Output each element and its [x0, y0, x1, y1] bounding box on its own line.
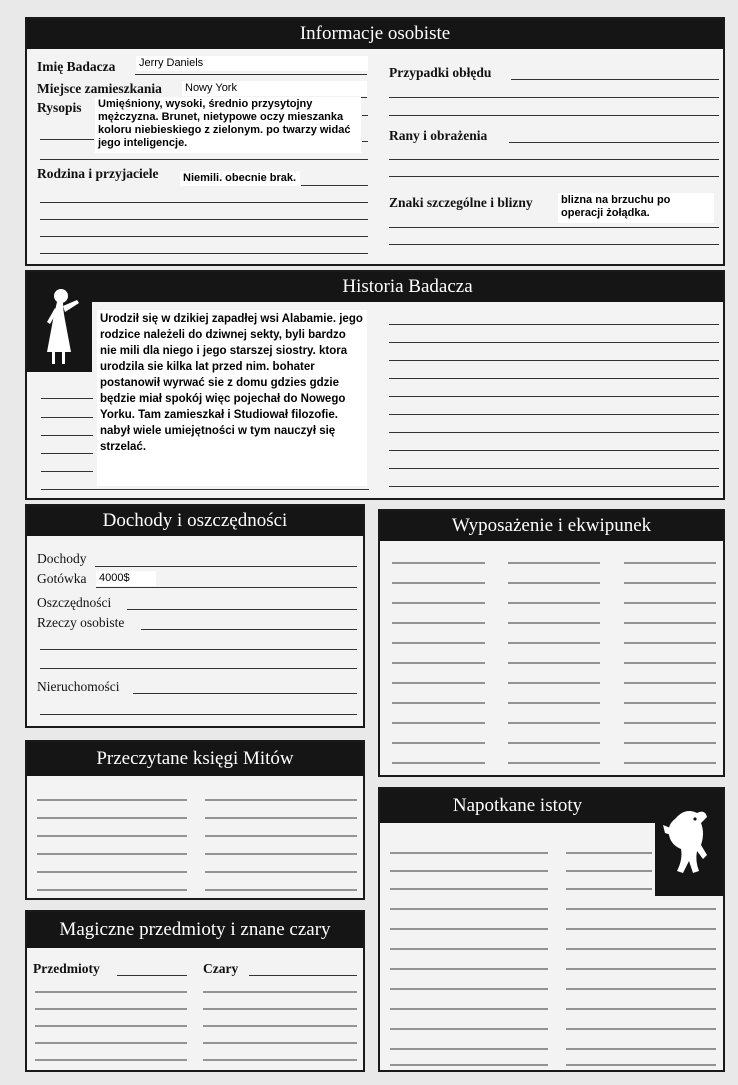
history-text-field[interactable]: Urodził się w dzikiej zapadłej wsi Alabamie. jego rodzice należeli do dziwnej sekty, byli bardzo nie mili dla niego i jego starszej siostry. ktora urodzila sie kilka lat przed nim. bohater postanowił wyrwać sie z domu gdzies gdzie będzie miał spokój więc pojechał do Nowego Yorku. Tam zamieszkał i Studiował filozofie. nabył wiele umiejętności w tym nauczył się strzelać.: [97, 310, 367, 486]
insanity-line-3: [389, 115, 719, 116]
equipment-lines: [380, 511, 725, 777]
real-estate-line-2: [40, 714, 357, 715]
history-left-line-6: [41, 489, 369, 490]
personal-info-title: Informacje osobiste: [27, 19, 723, 49]
wounds-line-2: [389, 159, 719, 160]
history-right-line-9: [389, 468, 719, 469]
family-line-3: [40, 219, 368, 220]
mythos-books-title: Przeczytane księgi Mitów: [27, 742, 363, 776]
family-line-4: [40, 236, 368, 237]
description-line-2: [362, 141, 368, 142]
history-left-line-1: [41, 398, 93, 399]
wounds-line-3: [389, 176, 719, 177]
magic-items-label: Przedmioty: [33, 961, 100, 976]
history-left-line-4: [41, 453, 93, 454]
history-right-line-4: [389, 378, 719, 379]
history-right-line-10: [389, 486, 719, 487]
real-estate-line-1: [133, 693, 357, 694]
history-right-line-7: [389, 432, 719, 433]
spells-label: Czary: [203, 961, 239, 976]
name-label: Imię Badacza: [37, 59, 116, 74]
woman-silhouette-icon: [27, 272, 92, 372]
income-panel: [25, 504, 365, 728]
name-field[interactable]: Jerry Daniels: [136, 56, 368, 71]
history-right-line-2: [389, 342, 719, 343]
cash-line: [96, 587, 357, 588]
history-right-line-6: [389, 414, 719, 415]
marks-line-2: [389, 244, 719, 245]
description-field[interactable]: Umięśniony, wysoki, średnio przysytojny mężczyzna. Brunet, nietypowe oczy mieszanka koloru niebieskiego z zielonym. po twarzy widać jego inteligencje.: [95, 97, 361, 153]
history-left-line-2: [41, 417, 93, 418]
history-left-line-5: [41, 471, 93, 472]
history-right-line-1: [389, 324, 719, 325]
insanity-line-2: [389, 97, 719, 98]
insanity-label: Przypadki obłędu: [389, 65, 492, 80]
savings-line: [127, 609, 357, 610]
creatures-lines: [380, 789, 725, 1072]
description-line-1: [362, 115, 368, 116]
equipment-title: Wyposażenie i ekwipunek: [380, 511, 723, 541]
creatures-panel: [378, 787, 725, 1072]
family-field[interactable]: Niemili. obecnie brak.: [180, 171, 300, 186]
history-panel: [25, 270, 725, 500]
mythos-books-lines: [27, 742, 365, 900]
description-label: Rysopis: [37, 100, 82, 115]
history-right-line-5: [389, 396, 719, 397]
family-line-5: [40, 253, 368, 254]
cash-label: Gotówka: [37, 571, 87, 586]
personal-items-line-3: [40, 668, 357, 669]
family-line-1: [301, 185, 368, 186]
creatures-title: Napotkane istoty: [380, 789, 655, 823]
personal-items-line-2: [40, 649, 357, 650]
family-label: Rodzina i przyjaciele: [37, 166, 159, 181]
name-line: [135, 74, 367, 75]
description-line-4: [40, 159, 368, 160]
wounds-label: Rany i obrażenia: [389, 128, 488, 143]
real-estate-label: Nieruchomości: [37, 679, 120, 694]
magic-lines: [27, 912, 365, 1072]
history-left-line-3: [41, 435, 93, 436]
mythos-books-panel: [25, 740, 365, 900]
history-right-line-8: [389, 450, 719, 451]
equipment-panel: [378, 509, 725, 777]
personal-items-line-1: [141, 629, 357, 630]
marks-field[interactable]: blizna na brzuchu po operacji żołądka.: [558, 193, 714, 223]
income-label: Dochody: [37, 551, 87, 566]
insanity-line-1: [511, 79, 719, 80]
history-icon-box: [27, 272, 92, 372]
history-right-line-3: [389, 360, 719, 361]
marks-line-1: [389, 227, 719, 228]
magic-panel: [25, 910, 365, 1072]
residence-label: Miejsce zamieszkania: [37, 81, 162, 96]
description-line-3: [40, 139, 94, 140]
marks-label: Znaki szczególne i blizny: [389, 195, 533, 210]
wounds-line-1: [509, 142, 719, 143]
residence-field[interactable]: Nowy York: [182, 81, 367, 96]
magic-title: Magiczne przedmioty i znane czary: [27, 912, 363, 948]
personal-info-panel: [25, 17, 725, 266]
income-line: [95, 566, 357, 567]
income-title: Dochody i oszczędności: [27, 506, 363, 536]
personal-items-label: Rzeczy osobiste: [37, 615, 125, 630]
cash-field[interactable]: 4000$: [96, 571, 156, 586]
history-title: Historia Badacza: [92, 272, 723, 302]
family-line-2: [40, 202, 368, 203]
savings-label: Oszczędności: [37, 595, 112, 610]
